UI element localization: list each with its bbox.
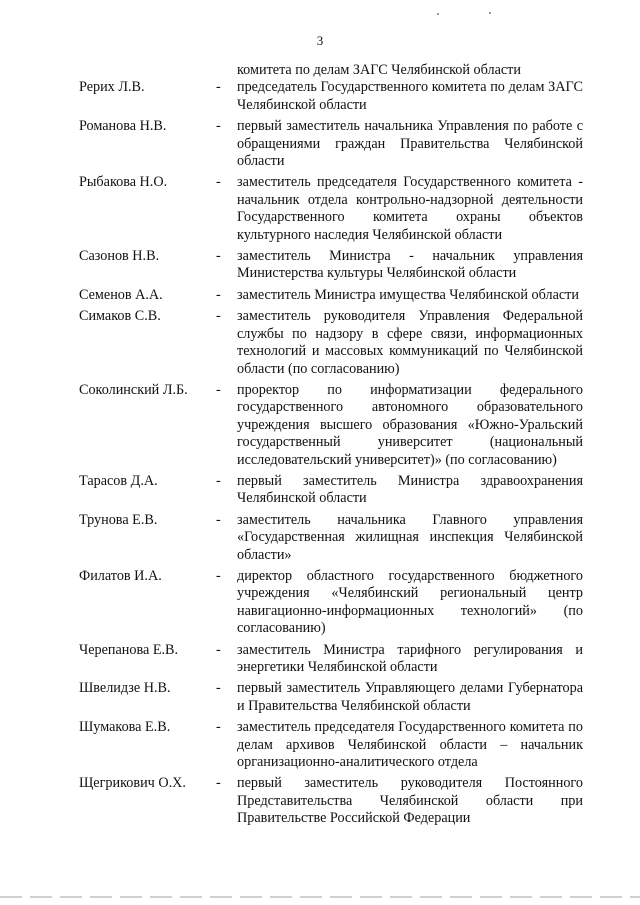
member-name: Филатов И.А. — [79, 567, 162, 584]
member-name: Сазонов Н.В. — [79, 248, 160, 265]
dash-separator: - — [216, 79, 221, 96]
list-item — [0, 308, 640, 378]
list-item — [0, 287, 640, 304]
list-item — [0, 775, 640, 827]
member-name: Симаков С.В. — [79, 308, 161, 325]
dash-separator: - — [216, 719, 221, 736]
scan-speck — [489, 12, 491, 14]
member-position: заместитель председателя Государственного комитета по делам архивов Челябинской области – начальник организационно-аналитического отдела — [237, 719, 583, 771]
list-item — [0, 382, 640, 469]
member-name: Романова Н.В. — [79, 118, 167, 135]
member-name: Щегрикович О.Х. — [79, 775, 186, 792]
member-name: Тарасов Д.А. — [79, 472, 158, 489]
member-position: первый заместитель руководителя Постоянного Представительства Челябинской области при Правительстве Российской Федерации — [237, 775, 583, 827]
list-item — [0, 642, 640, 677]
list-item — [0, 680, 640, 715]
member-position: заместитель руководителя Управления Федеральной службы по надзору в сфере связи, информационных технологий и массовых коммуникаций по Челябинской области (по согласованию) — [237, 308, 583, 377]
list-item — [0, 568, 640, 638]
member-position: заместитель председателя Государственного комитета - начальник отдела контрольно-надзорной деятельности Государственного комитета охраны объектов культурного наследия Челябинской области — [237, 174, 583, 243]
member-position: директор областного государственного бюджетного учреждения «Челябинский региональный центр навигационно-информационных технологий» (по согласованию) — [237, 567, 583, 637]
member-position: заместитель Министра имущества Челябинской области — [237, 286, 579, 303]
dash-separator: - — [216, 308, 221, 325]
member-position: первый заместитель Министра здравоохранения Челябинской области — [237, 472, 583, 507]
list-item — [0, 473, 640, 508]
scan-speck — [437, 13, 439, 15]
dash-separator: - — [216, 567, 221, 584]
member-position: первый заместитель начальника Управления по работе с обращениями граждан Правительства Челябинской области — [237, 118, 583, 170]
list-item — [0, 248, 640, 283]
members-list — [0, 62, 640, 828]
dash-separator: - — [216, 472, 221, 489]
member-position: комитета по делам ЗАГС Челябинской области — [237, 62, 521, 78]
dash-separator: - — [216, 775, 221, 792]
dash-separator: - — [216, 286, 221, 303]
member-name: Шумакова Е.В. — [79, 719, 171, 736]
member-name: Черепанова Е.В. — [79, 641, 179, 658]
member-position: заместитель начальника Главного управления «Государственная жилищная инспекция Челябинской области» — [237, 511, 583, 563]
member-position: первый заместитель Управляющего делами Губернатора и Правительства Челябинской области — [237, 680, 583, 714]
list-item — [0, 512, 640, 564]
dash-separator: - — [216, 248, 221, 265]
member-position: председатель Государственного комитета по делам ЗАГС Челябинской области — [237, 79, 583, 113]
dash-separator: - — [216, 381, 221, 398]
member-position: заместитель Министра - начальник управления Министерства культуры Челябинской области — [237, 248, 583, 282]
member-name: Семенов А.А. — [79, 286, 163, 303]
list-item — [0, 62, 640, 79]
member-name: Швелидзе Н.В. — [79, 680, 171, 697]
member-name: Соколинский Л.Б. — [79, 381, 188, 398]
list-item — [0, 719, 640, 771]
page-bottom-edge — [0, 896, 640, 898]
dash-separator: - — [216, 174, 221, 191]
list-item — [0, 79, 640, 114]
member-name: Трунова Е.В. — [79, 511, 158, 528]
page-number: 3 — [316, 33, 324, 48]
dash-separator: - — [216, 680, 221, 697]
member-name: Рыбакова Н.О. — [79, 174, 168, 191]
dash-separator: - — [216, 641, 221, 658]
member-name: Рерих Л.В. — [79, 79, 145, 96]
list-item — [0, 174, 640, 244]
dash-separator: - — [216, 118, 221, 135]
list-item — [0, 118, 640, 170]
member-position: проректор по информатизации федерального государственного автономного образовательного учреждения высшего образования «Южно-Уральский государственный университет (национальный исследовательский университет)» (по согласованию) — [237, 381, 583, 468]
member-position: заместитель Министра тарифного регулирования и энергетики Челябинской области — [237, 641, 583, 675]
dash-separator: - — [216, 511, 221, 528]
